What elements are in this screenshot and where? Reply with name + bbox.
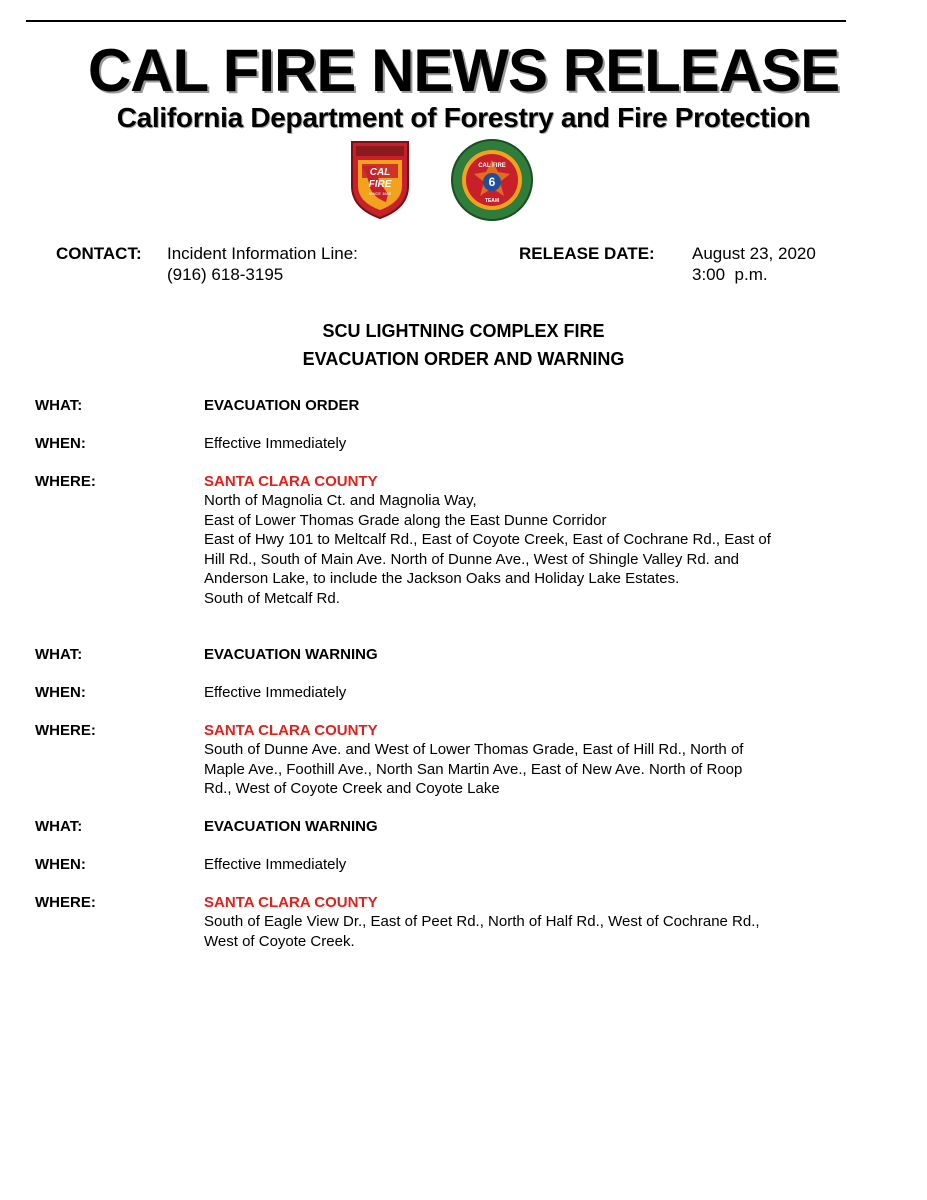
what-label: WHAT: xyxy=(35,818,83,835)
where-label: WHERE: xyxy=(35,722,96,739)
contact-info-line: Incident Information Line: xyxy=(167,244,358,263)
svg-text:TEAM: TEAM xyxy=(484,198,500,204)
contact-label: CONTACT: xyxy=(56,244,142,263)
notice-3-area xyxy=(204,912,844,951)
notice-2-what: EVACUATION WARNING xyxy=(204,646,378,663)
area-line: South of Eagle View Dr., East of Peet Rd., North of Half Rd., West of Cochrane Rd., xyxy=(204,913,760,930)
page-title: CAL FIRE NEWS RELEASE xyxy=(87,37,840,104)
notice-2-area xyxy=(204,740,844,799)
notice-1-county: SANTA CLARA COUNTY xyxy=(204,473,378,490)
notice-3-county: SANTA CLARA COUNTY xyxy=(204,894,378,911)
svg-text:CAL: CAL xyxy=(369,167,391,178)
area-line: East of Lower Thomas Grade along the East Dunne Corridor xyxy=(204,511,607,529)
where-label: WHERE: xyxy=(35,894,96,911)
release-date-label: RELEASE DATE: xyxy=(519,244,655,263)
area-line: West of Coyote Creek. xyxy=(204,932,355,950)
what-label: WHAT: xyxy=(35,646,83,663)
contact-phone: (916) 618-3195 xyxy=(167,265,284,284)
notice-1-when: Effective Immediately xyxy=(204,435,347,452)
when-label: WHEN: xyxy=(35,856,86,873)
svg-text:6: 6 xyxy=(488,175,496,189)
notice-3-when: Effective Immediately xyxy=(204,856,347,873)
area-line: South of Dunne Ave. and West of Lower Thomas Grade, East of Hill Rd., North of xyxy=(204,741,744,758)
headline-fire-name: SCU LIGHTNING COMPLEX FIRE xyxy=(322,321,605,341)
what-label: WHAT: xyxy=(35,397,83,414)
svg-text:SINCE 1885: SINCE 1885 xyxy=(368,191,392,196)
cal-fire-shield-logo xyxy=(348,136,412,220)
release-time: 3:00 p.m. xyxy=(692,265,768,284)
notice-2-county: SANTA CLARA COUNTY xyxy=(204,722,378,739)
area-line: East of Hwy 101 to Meltcalf Rd., East of Coyote Creek, East of Cochrane Rd., East of xyxy=(204,531,771,548)
notice-1-what: EVACUATION ORDER xyxy=(204,397,360,414)
top-rule xyxy=(26,20,846,22)
where-label: WHERE: xyxy=(35,473,96,490)
page-subtitle: California Department of Forestry and Fire Protection xyxy=(116,102,811,133)
area-line: Hill Rd., South of Main Ave. North of Dunne Ave., West of Shingle Valley Rd. and xyxy=(204,550,740,568)
area-line: North of Magnolia Ct. and Magnolia Way, xyxy=(204,492,477,509)
svg-text:CAL FIRE: CAL FIRE xyxy=(478,163,506,169)
notice-2-when: Effective Immediately xyxy=(204,684,347,701)
notice-1-area xyxy=(204,491,844,608)
svg-text:FIRE: FIRE xyxy=(368,179,392,190)
area-line: Anderson Lake, to include the Jackson Oaks and Holiday Lake Estates. xyxy=(204,570,680,587)
area-line: South of Metcalf Rd. xyxy=(204,589,340,607)
release-date: August 23, 2020 xyxy=(692,244,816,263)
incident-team-6-logo xyxy=(450,138,534,222)
headline-subject: EVACUATION ORDER AND WARNING xyxy=(302,349,625,369)
area-line: Rd., West of Coyote Creek and Coyote Lake xyxy=(204,780,500,797)
when-label: WHEN: xyxy=(35,684,86,701)
when-label: WHEN: xyxy=(35,435,86,452)
area-line: Maple Ave., Foothill Ave., North San Martin Ave., East of New Ave. North of Roop xyxy=(204,760,743,778)
notice-3-what: EVACUATION WARNING xyxy=(204,818,378,835)
